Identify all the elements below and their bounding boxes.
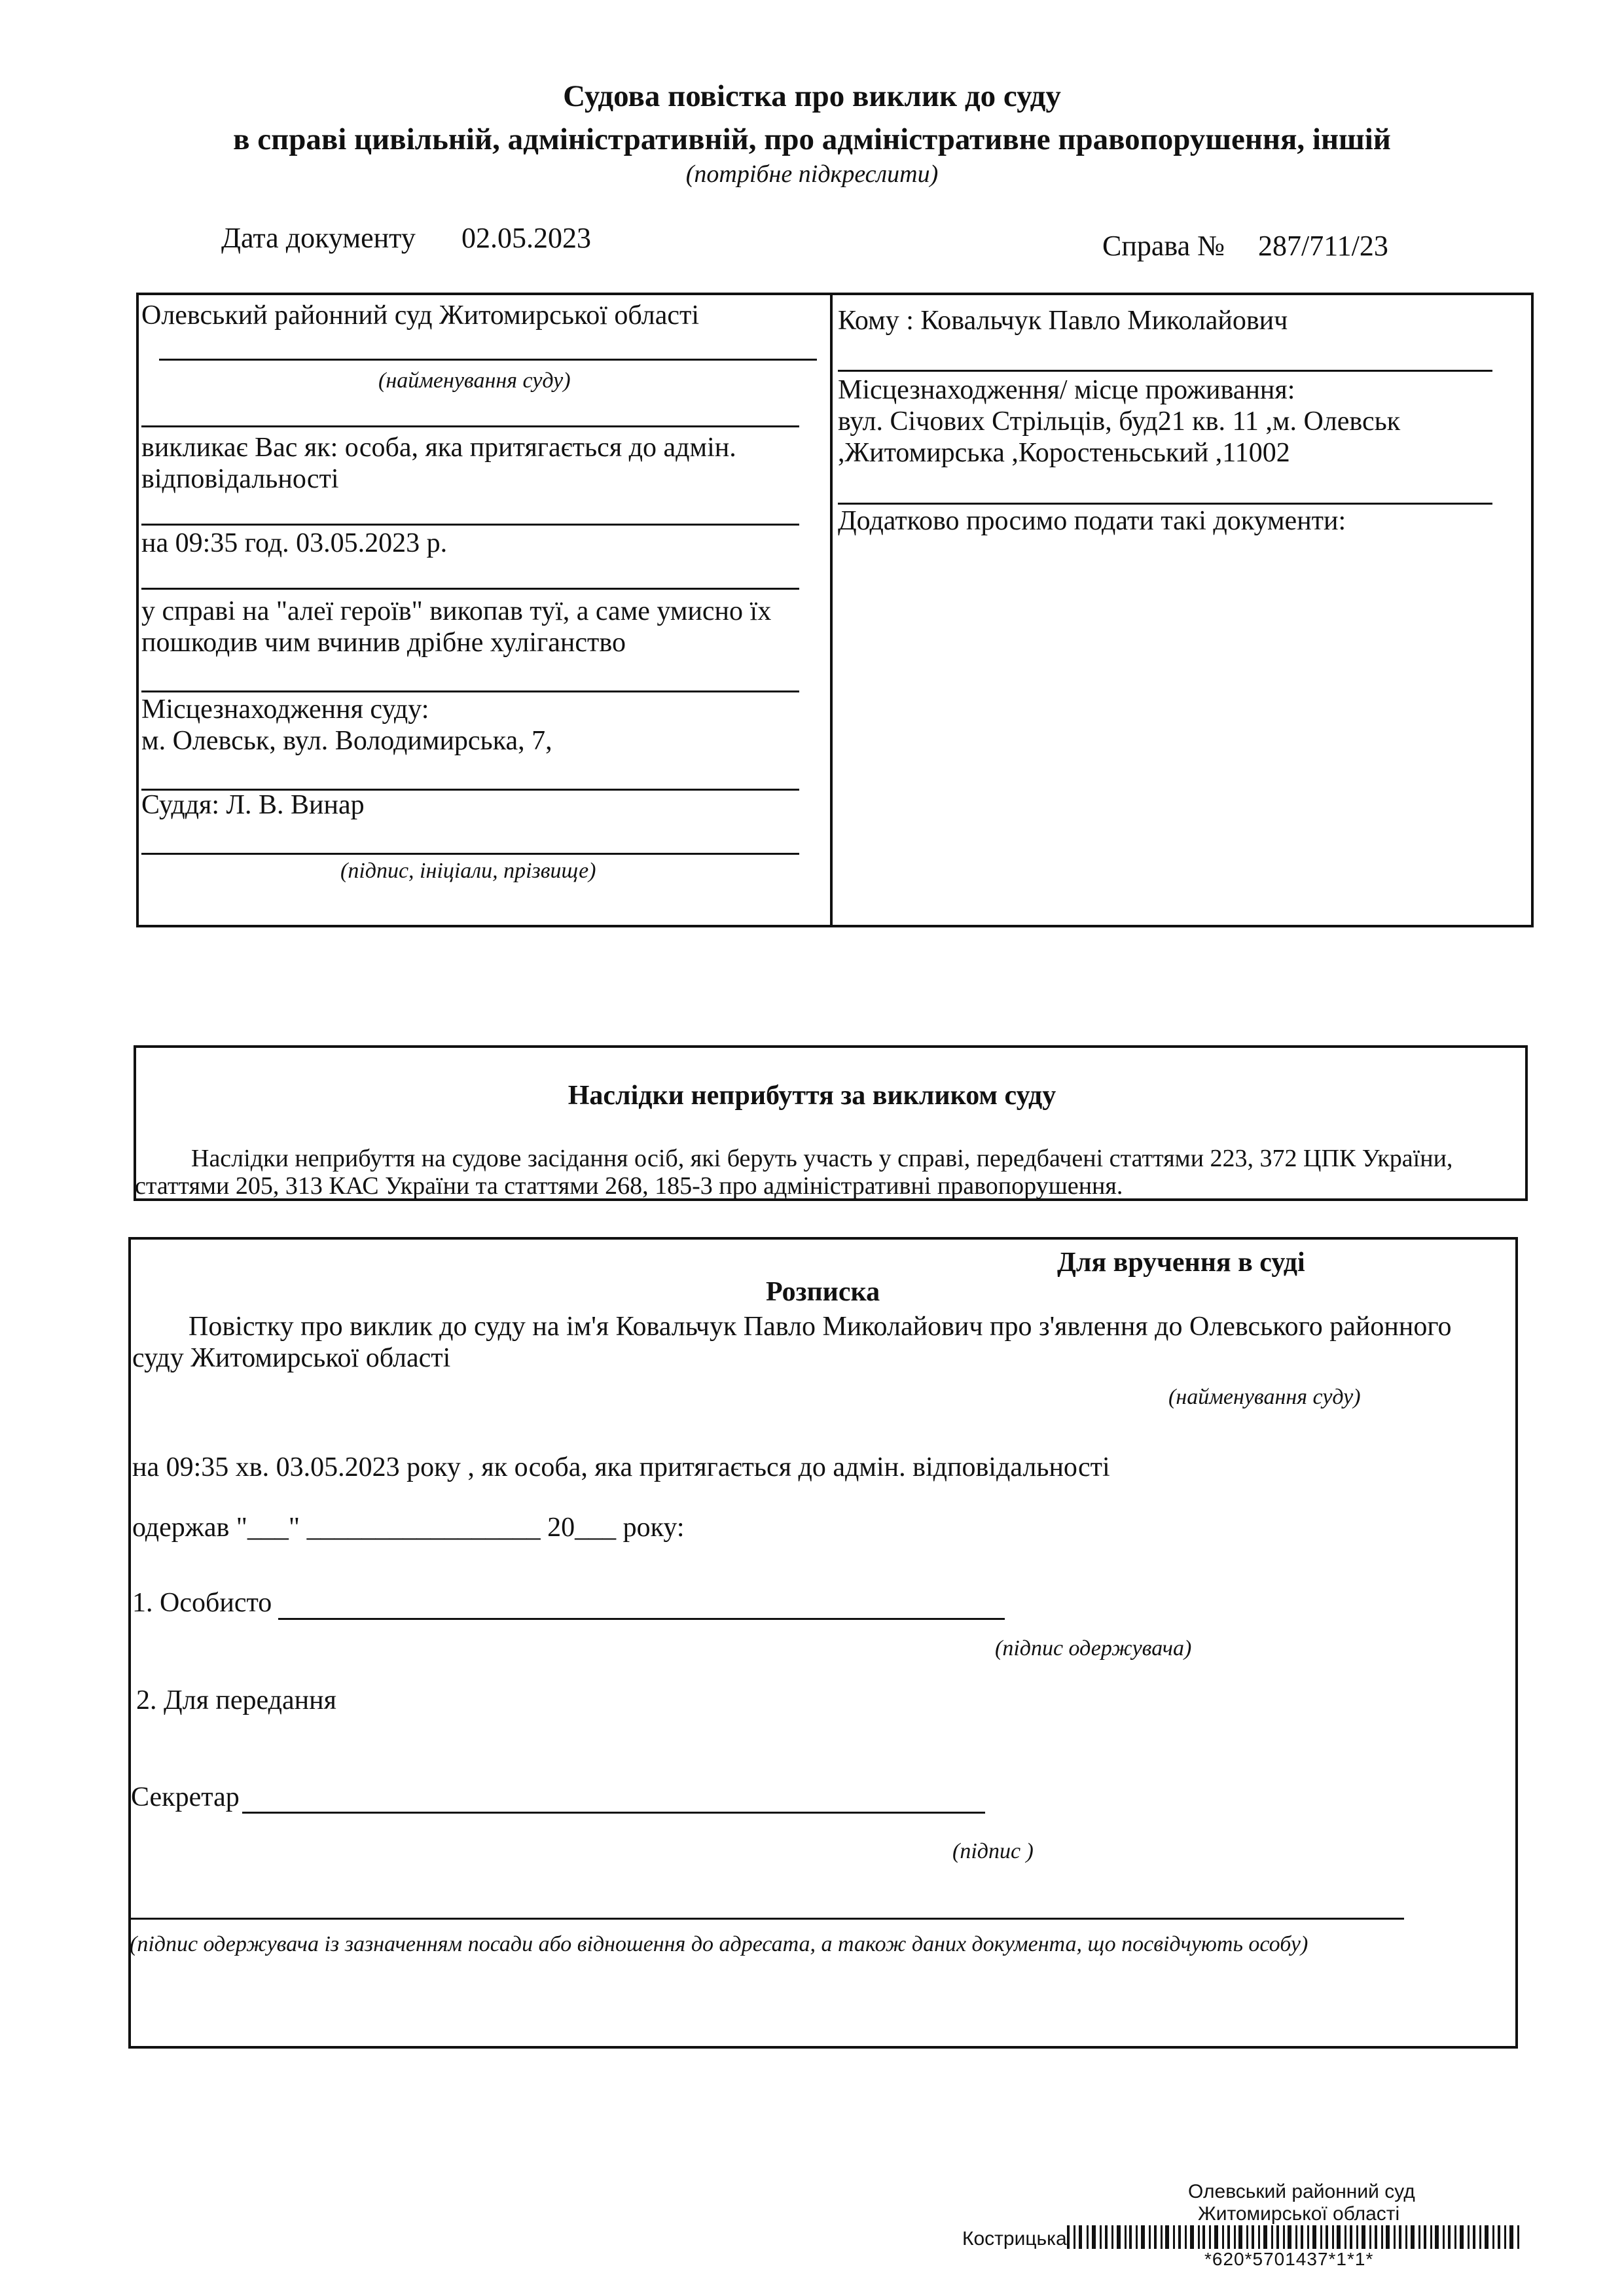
clerk-name: Кострицька: [962, 2228, 1067, 2250]
page-subtitle: в справі цивільній, адміністративній, про адміністративне правопорушення, іншій: [233, 122, 1391, 156]
consequences-text: Наслідки неприбуття на судове засідання осіб, які беруть участь у справі, передбачені статтями 223, 372 ЦПК України,: [191, 1145, 1453, 1172]
court-location-label: Місцезнаходження суду:: [141, 694, 429, 725]
summons-role: викликає Вас як: особа, яка притягається до адмін.: [141, 433, 736, 463]
recipient-signature-line: [278, 1618, 1005, 1620]
judge-name: Суддя: Л. В. Винар: [141, 790, 365, 820]
consequences-text-cont: статтями 205, 313 КАС України та статтями 268, 185-3 про адміністративні правопорушення.: [135, 1172, 1123, 1200]
case-number: 287/711/23: [1258, 230, 1388, 262]
case-description: у справі на "алеї героїв" викопав туї, а саме умисно їх: [141, 596, 772, 626]
secretary-label: Секретар: [131, 1782, 240, 1812]
for-court-label: Для вручення в суді: [1057, 1247, 1305, 1278]
underline-note: (потрібне підкреслити): [685, 160, 939, 188]
court-name-line: [159, 359, 817, 361]
transfer-label: 2. Для передання: [136, 1685, 336, 1715]
stamp-court-name: Олевський районний суд: [1188, 2181, 1415, 2202]
court-name-caption: (найменування суду): [378, 368, 571, 393]
column-divider: [830, 293, 833, 927]
received-date: одержав "___" _________________ 20___ року:: [132, 1513, 685, 1543]
separator-line: [838, 503, 1492, 505]
hearing-time: на 09:35 год. 03.05.2023 р.: [141, 528, 448, 558]
court-location: м. Олевськ, вул. Володимирська, 7,: [141, 726, 552, 756]
separator-line: [141, 691, 799, 692]
recipient-address-label: Місцезнаходження/ місце проживання:: [838, 375, 1295, 405]
receipt-text: Повістку про виклик до суду на ім'я Ковальчук Павло Миколайович про з'явлення до Олевського районного: [189, 1312, 1452, 1342]
barcode: [1067, 2225, 1525, 2249]
document-date-label: Дата документу: [221, 222, 416, 254]
receipt-title: Розписка: [766, 1277, 880, 1307]
personally-label: 1. Особисто: [132, 1588, 272, 1618]
secretary-signature-caption: (підпис ): [952, 1839, 1034, 1863]
receipt-court-caption: (найменування суду): [1168, 1385, 1361, 1409]
recipient-signature-caption: (підпис одержувача): [995, 1636, 1192, 1660]
documents-request: Додатково просимо подати такі документи:: [838, 506, 1346, 536]
judge-signature-caption: (підпис, ініціали, прізвище): [340, 859, 596, 883]
court-name: Олевський районний суд Житомирської області: [141, 300, 699, 331]
case-description-cont: пошкодив чим вчинив дрібне хуліганство: [141, 628, 626, 658]
separator-line: [141, 425, 799, 427]
summons-role-cont: відповідальності: [141, 464, 339, 494]
separator-line: [838, 370, 1492, 372]
case-number-label: Справа №: [1102, 230, 1225, 262]
stamp-court-region: Житомирської області: [1198, 2203, 1400, 2225]
document-date: 02.05.2023: [461, 222, 591, 254]
footer-signature-caption: (підпис одержувача із зазначенням посади або відношення до адресата, а також даних документа, що посвідчують особу): [130, 1932, 1308, 1956]
secretary-signature-line: [242, 1812, 985, 1814]
receipt-text-cont: суду Житомирської області: [132, 1343, 451, 1373]
recipient-address-cont: ,Житомирська ,Коростеньський ,11002: [838, 438, 1290, 468]
separator-line: [141, 588, 799, 590]
receipt-time: на 09:35 хв. 03.05.2023 року , як особа, яка притягається до адмін. відповідальності: [132, 1452, 1110, 1482]
page-title: Судова повістка про виклик до суду: [563, 79, 1061, 113]
recipient-address: вул. Січових Стрільців, буд21 кв. 11 ,м. Олевськ: [838, 406, 1401, 437]
recipient-name: Кому : Ковальчук Павло Миколайович: [838, 306, 1288, 336]
barcode-text: *620*5701437*1*1*: [1204, 2249, 1374, 2269]
separator-line: [141, 524, 799, 526]
footer-signature-line: [131, 1918, 1404, 1920]
judge-signature-line: [141, 853, 799, 855]
consequences-title: Наслідки неприбуття за викликом суду: [568, 1081, 1056, 1111]
